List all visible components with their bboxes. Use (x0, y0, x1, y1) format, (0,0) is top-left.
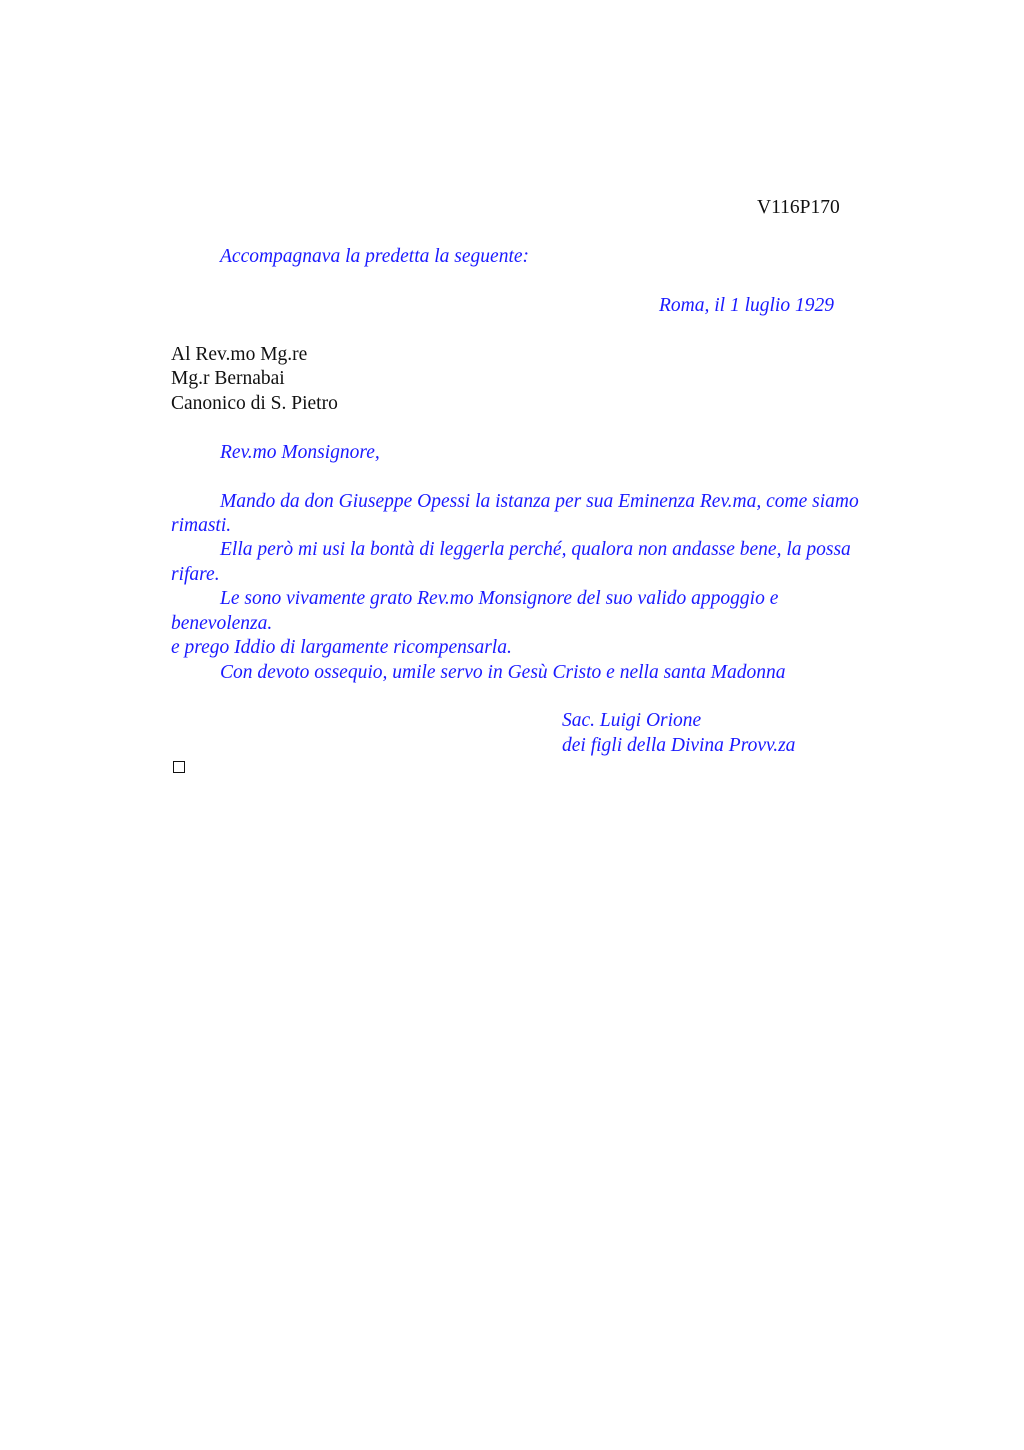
body-paragraph-2-line-2: rifare. (171, 564, 220, 585)
signature-line-2: dei figli della Divina Provv.za (562, 735, 796, 756)
document-reference: V116P170 (757, 197, 840, 218)
intro-line: Accompagnava la predetta la seguente: (220, 246, 530, 267)
body-paragraph-2-line-1: Ella però mi usi la bontà di leggerla perché, qualora non andasse bene, la possa (220, 539, 851, 560)
body-paragraph-3-line-2: benevolenza. (171, 613, 273, 634)
body-paragraph-3-line-3: e prego Iddio di largamente ricompensarla. (171, 637, 512, 658)
body-paragraph-4-line-1: Con devoto ossequio, umile servo in Gesù Cristo e nella santa Madonna (220, 662, 786, 683)
addressee-line-2: Mg.r Bernabai (171, 368, 285, 389)
body-paragraph-1-line-2: rimasti. (171, 515, 232, 536)
addressee-line-1: Al Rev.mo Mg.re (171, 344, 308, 365)
letter-date: Roma, il 1 luglio 1929 (659, 295, 834, 316)
signature-line-1: Sac. Luigi Orione (562, 710, 702, 731)
body-paragraph-1-line-1: Mando da don Giuseppe Opessi la istanza per sua Eminenza Rev.ma, come siamo (220, 491, 859, 512)
body-paragraph-3-line-1: Le sono vivamente grato Rev.mo Monsignore del suo valido appoggio e (220, 588, 779, 609)
addressee-line-3: Canonico di S. Pietro (171, 393, 338, 414)
salutation: Rev.mo Monsignore, (220, 442, 380, 463)
checkbox-square-icon (173, 761, 185, 773)
